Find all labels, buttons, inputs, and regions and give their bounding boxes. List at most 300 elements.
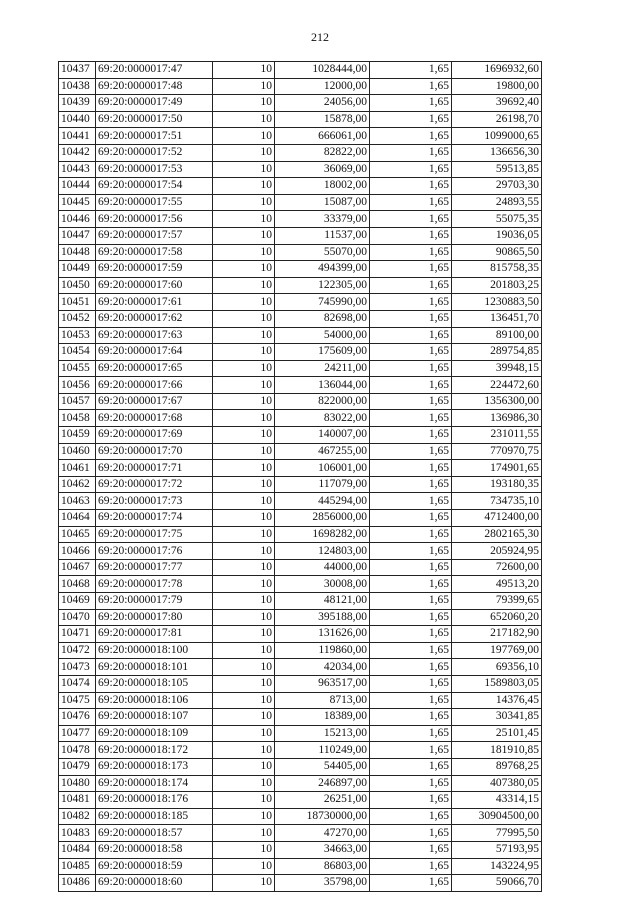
- area-cell: 48121,00: [275, 593, 370, 610]
- row-number-cell: 10461: [59, 460, 96, 477]
- row-number-cell: 10437: [59, 62, 96, 79]
- table-row: [59, 393, 542, 410]
- area-cell: 55070,00: [275, 244, 370, 261]
- cadastral-number-cell: 69:20:0000017:48: [96, 78, 213, 95]
- area-cell: 119860,00: [275, 642, 370, 659]
- value-cell: 770970,75: [452, 443, 542, 460]
- coefficient-cell: 1,65: [370, 725, 452, 742]
- coefficient-cell: 1,65: [370, 277, 452, 294]
- area-cell: 86803,00: [275, 858, 370, 875]
- rate-cell: 10: [213, 576, 275, 593]
- cadastral-number-cell: 69:20:0000018:106: [96, 692, 213, 709]
- table-row: [59, 377, 542, 394]
- coefficient-cell: 1,65: [370, 792, 452, 809]
- coefficient-cell: 1,65: [370, 742, 452, 759]
- table-row: [59, 858, 542, 875]
- area-cell: 35798,00: [275, 875, 370, 892]
- value-cell: 69356,10: [452, 659, 542, 676]
- cadastral-number-cell: 69:20:0000017:52: [96, 144, 213, 161]
- cadastral-number-cell: 69:20:0000017:56: [96, 211, 213, 228]
- coefficient-cell: 1,65: [370, 659, 452, 676]
- cadastral-number-cell: 69:20:0000017:70: [96, 443, 213, 460]
- value-cell: 19036,05: [452, 227, 542, 244]
- rate-cell: 10: [213, 626, 275, 643]
- cadastral-number-cell: 69:20:0000017:60: [96, 277, 213, 294]
- rate-cell: 10: [213, 742, 275, 759]
- rate-cell: 10: [213, 310, 275, 327]
- value-cell: 1230883,50: [452, 294, 542, 311]
- rate-cell: 10: [213, 825, 275, 842]
- cadastral-number-cell: 69:20:0000017:77: [96, 559, 213, 576]
- rate-cell: 10: [213, 543, 275, 560]
- cadastral-number-cell: 69:20:0000017:58: [96, 244, 213, 261]
- rate-cell: 10: [213, 476, 275, 493]
- row-number-cell: 10470: [59, 609, 96, 626]
- row-number-cell: 10484: [59, 841, 96, 858]
- area-cell: 8713,00: [275, 692, 370, 709]
- rate-cell: 10: [213, 128, 275, 145]
- table-row: [59, 211, 542, 228]
- rate-cell: 10: [213, 709, 275, 726]
- cadastral-number-cell: 69:20:0000018:60: [96, 875, 213, 892]
- table-row: [59, 758, 542, 775]
- table-row: [59, 709, 542, 726]
- row-number-cell: 10452: [59, 310, 96, 327]
- row-number-cell: 10486: [59, 875, 96, 892]
- coefficient-cell: 1,65: [370, 244, 452, 261]
- value-cell: 205924,95: [452, 543, 542, 560]
- row-number-cell: 10465: [59, 526, 96, 543]
- rate-cell: 10: [213, 758, 275, 775]
- cadastral-number-cell: 69:20:0000017:51: [96, 128, 213, 145]
- row-number-cell: 10441: [59, 128, 96, 145]
- area-cell: 822000,00: [275, 393, 370, 410]
- rate-cell: 10: [213, 327, 275, 344]
- value-cell: 57193,95: [452, 841, 542, 858]
- rate-cell: 10: [213, 344, 275, 361]
- area-cell: 136044,00: [275, 377, 370, 394]
- value-cell: 72600,00: [452, 559, 542, 576]
- coefficient-cell: 1,65: [370, 808, 452, 825]
- table-row: [59, 344, 542, 361]
- coefficient-cell: 1,65: [370, 161, 452, 178]
- rate-cell: 10: [213, 775, 275, 792]
- value-cell: 652060,20: [452, 609, 542, 626]
- value-cell: 734735,10: [452, 493, 542, 510]
- cadastral-number-cell: 69:20:0000017:73: [96, 493, 213, 510]
- coefficient-cell: 1,65: [370, 261, 452, 278]
- cadastral-number-cell: 69:20:0000017:75: [96, 526, 213, 543]
- rate-cell: 10: [213, 642, 275, 659]
- row-number-cell: 10462: [59, 476, 96, 493]
- area-cell: 24211,00: [275, 360, 370, 377]
- value-cell: 24893,55: [452, 194, 542, 211]
- area-cell: 15213,00: [275, 725, 370, 742]
- cadastral-number-cell: 69:20:0000018:172: [96, 742, 213, 759]
- coefficient-cell: 1,65: [370, 178, 452, 195]
- cadastral-number-cell: 69:20:0000017:67: [96, 393, 213, 410]
- area-cell: 18730000,00: [275, 808, 370, 825]
- rate-cell: 10: [213, 261, 275, 278]
- area-cell: 42034,00: [275, 659, 370, 676]
- value-cell: 2802165,30: [452, 526, 542, 543]
- rate-cell: 10: [213, 510, 275, 527]
- rate-cell: 10: [213, 393, 275, 410]
- value-cell: 30904500,00: [452, 808, 542, 825]
- coefficient-cell: 1,65: [370, 709, 452, 726]
- row-number-cell: 10481: [59, 792, 96, 809]
- cadastral-number-cell: 69:20:0000017:55: [96, 194, 213, 211]
- table-row: [59, 692, 542, 709]
- coefficient-cell: 1,65: [370, 294, 452, 311]
- rate-cell: 10: [213, 377, 275, 394]
- row-number-cell: 10474: [59, 675, 96, 692]
- rate-cell: 10: [213, 194, 275, 211]
- table-row: [59, 111, 542, 128]
- coefficient-cell: 1,65: [370, 194, 452, 211]
- cadastral-number-cell: 69:20:0000018:57: [96, 825, 213, 842]
- row-number-cell: 10469: [59, 593, 96, 610]
- area-cell: 494399,00: [275, 261, 370, 278]
- area-cell: 745990,00: [275, 294, 370, 311]
- cadastral-number-cell: 69:20:0000017:79: [96, 593, 213, 610]
- cadastral-number-cell: 69:20:0000017:65: [96, 360, 213, 377]
- coefficient-cell: 1,65: [370, 128, 452, 145]
- row-number-cell: 10453: [59, 327, 96, 344]
- table-row: [59, 841, 542, 858]
- value-cell: 201803,25: [452, 277, 542, 294]
- rate-cell: 10: [213, 62, 275, 79]
- row-number-cell: 10468: [59, 576, 96, 593]
- value-cell: 4712400,00: [452, 510, 542, 527]
- cadastral-number-cell: 69:20:0000017:80: [96, 609, 213, 626]
- value-cell: 136986,30: [452, 410, 542, 427]
- table-row: [59, 476, 542, 493]
- coefficient-cell: 1,65: [370, 111, 452, 128]
- area-cell: 83022,00: [275, 410, 370, 427]
- coefficient-cell: 1,65: [370, 626, 452, 643]
- value-cell: 26198,70: [452, 111, 542, 128]
- area-cell: 33379,00: [275, 211, 370, 228]
- cadastral-number-cell: 69:20:0000018:176: [96, 792, 213, 809]
- area-cell: 117079,00: [275, 476, 370, 493]
- coefficient-cell: 1,65: [370, 692, 452, 709]
- row-number-cell: 10450: [59, 277, 96, 294]
- table-row: [59, 775, 542, 792]
- value-cell: 136451,70: [452, 310, 542, 327]
- rate-cell: 10: [213, 410, 275, 427]
- table-row: [59, 161, 542, 178]
- value-cell: 14376,45: [452, 692, 542, 709]
- table-row: [59, 261, 542, 278]
- value-cell: 1099000,65: [452, 128, 542, 145]
- area-cell: 140007,00: [275, 427, 370, 444]
- rate-cell: 10: [213, 161, 275, 178]
- table-row: [59, 659, 542, 676]
- area-cell: 82822,00: [275, 144, 370, 161]
- value-cell: 77995,50: [452, 825, 542, 842]
- table-row: [59, 95, 542, 112]
- row-number-cell: 10460: [59, 443, 96, 460]
- area-cell: 395188,00: [275, 609, 370, 626]
- coefficient-cell: 1,65: [370, 460, 452, 477]
- value-cell: 55075,35: [452, 211, 542, 228]
- value-cell: 59066,70: [452, 875, 542, 892]
- table-row: [59, 593, 542, 610]
- value-cell: 29703,30: [452, 178, 542, 195]
- area-cell: 44000,00: [275, 559, 370, 576]
- row-number-cell: 10479: [59, 758, 96, 775]
- coefficient-cell: 1,65: [370, 858, 452, 875]
- row-number-cell: 10476: [59, 709, 96, 726]
- row-number-cell: 10443: [59, 161, 96, 178]
- value-cell: 181910,85: [452, 742, 542, 759]
- rate-cell: 10: [213, 659, 275, 676]
- table-row: [59, 609, 542, 626]
- rate-cell: 10: [213, 211, 275, 228]
- value-cell: 224472,60: [452, 377, 542, 394]
- coefficient-cell: 1,65: [370, 576, 452, 593]
- area-cell: 467255,00: [275, 443, 370, 460]
- table-row: [59, 725, 542, 742]
- rate-cell: 10: [213, 460, 275, 477]
- coefficient-cell: 1,65: [370, 427, 452, 444]
- coefficient-cell: 1,65: [370, 875, 452, 892]
- cadastral-number-cell: 69:20:0000017:47: [96, 62, 213, 79]
- table-row: [59, 128, 542, 145]
- rate-cell: 10: [213, 95, 275, 112]
- value-cell: 49513,20: [452, 576, 542, 593]
- rate-cell: 10: [213, 277, 275, 294]
- value-cell: 30341,85: [452, 709, 542, 726]
- coefficient-cell: 1,65: [370, 377, 452, 394]
- value-cell: 289754,85: [452, 344, 542, 361]
- rate-cell: 10: [213, 858, 275, 875]
- area-cell: 36069,00: [275, 161, 370, 178]
- table-row: [59, 294, 542, 311]
- table-row: [59, 144, 542, 161]
- area-cell: 131626,00: [275, 626, 370, 643]
- cadastral-number-cell: 69:20:0000018:100: [96, 642, 213, 659]
- rate-cell: 10: [213, 792, 275, 809]
- value-cell: 79399,65: [452, 593, 542, 610]
- coefficient-cell: 1,65: [370, 526, 452, 543]
- value-cell: 136656,30: [452, 144, 542, 161]
- row-number-cell: 10467: [59, 559, 96, 576]
- area-cell: 24056,00: [275, 95, 370, 112]
- value-cell: 25101,45: [452, 725, 542, 742]
- cadastral-number-cell: 69:20:0000017:61: [96, 294, 213, 311]
- area-cell: 124803,00: [275, 543, 370, 560]
- row-number-cell: 10482: [59, 808, 96, 825]
- cadastral-number-cell: 69:20:0000018:107: [96, 709, 213, 726]
- table-row: [59, 742, 542, 759]
- row-number-cell: 10438: [59, 78, 96, 95]
- cadastral-value-table: [58, 61, 542, 892]
- row-number-cell: 10449: [59, 261, 96, 278]
- rate-cell: 10: [213, 360, 275, 377]
- rate-cell: 10: [213, 808, 275, 825]
- row-number-cell: 10471: [59, 626, 96, 643]
- area-cell: 18389,00: [275, 709, 370, 726]
- table-row: [59, 194, 542, 211]
- cadastral-number-cell: 69:20:0000017:57: [96, 227, 213, 244]
- area-cell: 34663,00: [275, 841, 370, 858]
- cadastral-number-cell: 69:20:0000017:53: [96, 161, 213, 178]
- table-row: [59, 493, 542, 510]
- rate-cell: 10: [213, 675, 275, 692]
- coefficient-cell: 1,65: [370, 593, 452, 610]
- area-cell: 12000,00: [275, 78, 370, 95]
- table-row: [59, 310, 542, 327]
- table-row: [59, 443, 542, 460]
- coefficient-cell: 1,65: [370, 758, 452, 775]
- row-number-cell: 10446: [59, 211, 96, 228]
- rate-cell: 10: [213, 725, 275, 742]
- row-number-cell: 10463: [59, 493, 96, 510]
- value-cell: 815758,35: [452, 261, 542, 278]
- table-row: [59, 626, 542, 643]
- table-row: [59, 327, 542, 344]
- table-row: [59, 543, 542, 560]
- coefficient-cell: 1,65: [370, 510, 452, 527]
- table-row: [59, 62, 542, 79]
- value-cell: 39948,15: [452, 360, 542, 377]
- area-cell: 54405,00: [275, 758, 370, 775]
- cadastral-number-cell: 69:20:0000018:105: [96, 675, 213, 692]
- row-number-cell: 10478: [59, 742, 96, 759]
- rate-cell: 10: [213, 443, 275, 460]
- table-row: [59, 277, 542, 294]
- row-number-cell: 10451: [59, 294, 96, 311]
- row-number-cell: 10480: [59, 775, 96, 792]
- row-number-cell: 10445: [59, 194, 96, 211]
- rate-cell: 10: [213, 559, 275, 576]
- coefficient-cell: 1,65: [370, 211, 452, 228]
- value-cell: 90865,50: [452, 244, 542, 261]
- rate-cell: 10: [213, 875, 275, 892]
- rate-cell: 10: [213, 244, 275, 261]
- rate-cell: 10: [213, 609, 275, 626]
- cadastral-number-cell: 69:20:0000017:72: [96, 476, 213, 493]
- row-number-cell: 10440: [59, 111, 96, 128]
- row-number-cell: 10472: [59, 642, 96, 659]
- value-cell: 19800,00: [452, 78, 542, 95]
- rate-cell: 10: [213, 144, 275, 161]
- area-cell: 963517,00: [275, 675, 370, 692]
- table-row: [59, 427, 542, 444]
- value-cell: 217182,90: [452, 626, 542, 643]
- row-number-cell: 10457: [59, 393, 96, 410]
- coefficient-cell: 1,65: [370, 310, 452, 327]
- cadastral-number-cell: 69:20:0000017:66: [96, 377, 213, 394]
- coefficient-cell: 1,65: [370, 675, 452, 692]
- row-number-cell: 10464: [59, 510, 96, 527]
- coefficient-cell: 1,65: [370, 775, 452, 792]
- rate-cell: 10: [213, 294, 275, 311]
- row-number-cell: 10442: [59, 144, 96, 161]
- row-number-cell: 10447: [59, 227, 96, 244]
- coefficient-cell: 1,65: [370, 493, 452, 510]
- cadastral-number-cell: 69:20:0000017:69: [96, 427, 213, 444]
- table-body: [59, 62, 542, 892]
- value-cell: 1356300,00: [452, 393, 542, 410]
- cadastral-number-cell: 69:20:0000017:68: [96, 410, 213, 427]
- value-cell: 43314,15: [452, 792, 542, 809]
- coefficient-cell: 1,65: [370, 393, 452, 410]
- cadastral-number-cell: 69:20:0000017:76: [96, 543, 213, 560]
- page-number: 212: [311, 30, 329, 44]
- cadastral-number-cell: 69:20:0000017:81: [96, 626, 213, 643]
- area-cell: 122305,00: [275, 277, 370, 294]
- table-row: [59, 808, 542, 825]
- coefficient-cell: 1,65: [370, 559, 452, 576]
- cadastral-number-cell: 69:20:0000018:174: [96, 775, 213, 792]
- value-cell: 89768,25: [452, 758, 542, 775]
- table-row: [59, 792, 542, 809]
- table-row: [59, 675, 542, 692]
- cadastral-number-cell: 69:20:0000018:109: [96, 725, 213, 742]
- area-cell: 2856000,00: [275, 510, 370, 527]
- row-number-cell: 10466: [59, 543, 96, 560]
- coefficient-cell: 1,65: [370, 443, 452, 460]
- table-row: [59, 244, 542, 261]
- row-number-cell: 10439: [59, 95, 96, 112]
- value-cell: 193180,35: [452, 476, 542, 493]
- row-number-cell: 10459: [59, 427, 96, 444]
- area-cell: 1698282,00: [275, 526, 370, 543]
- rate-cell: 10: [213, 227, 275, 244]
- area-cell: 106001,00: [275, 460, 370, 477]
- value-cell: 231011,55: [452, 427, 542, 444]
- value-cell: 1589803,05: [452, 675, 542, 692]
- row-number-cell: 10475: [59, 692, 96, 709]
- rate-cell: 10: [213, 178, 275, 195]
- coefficient-cell: 1,65: [370, 825, 452, 842]
- cadastral-number-cell: 69:20:0000018:185: [96, 808, 213, 825]
- cadastral-number-cell: 69:20:0000018:59: [96, 858, 213, 875]
- coefficient-cell: 1,65: [370, 95, 452, 112]
- area-cell: 666061,00: [275, 128, 370, 145]
- coefficient-cell: 1,65: [370, 410, 452, 427]
- table-row: [59, 510, 542, 527]
- cadastral-number-cell: 69:20:0000017:71: [96, 460, 213, 477]
- coefficient-cell: 1,65: [370, 327, 452, 344]
- area-cell: 47270,00: [275, 825, 370, 842]
- cadastral-number-cell: 69:20:0000017:74: [96, 510, 213, 527]
- rate-cell: 10: [213, 526, 275, 543]
- coefficient-cell: 1,65: [370, 78, 452, 95]
- table-row: [59, 576, 542, 593]
- cadastral-number-cell: 69:20:0000017:64: [96, 344, 213, 361]
- row-number-cell: 10454: [59, 344, 96, 361]
- cadastral-number-cell: 69:20:0000018:58: [96, 841, 213, 858]
- row-number-cell: 10458: [59, 410, 96, 427]
- area-cell: 246897,00: [275, 775, 370, 792]
- rate-cell: 10: [213, 111, 275, 128]
- row-number-cell: 10483: [59, 825, 96, 842]
- value-cell: 1696932,60: [452, 62, 542, 79]
- coefficient-cell: 1,65: [370, 227, 452, 244]
- area-cell: 11537,00: [275, 227, 370, 244]
- coefficient-cell: 1,65: [370, 344, 452, 361]
- rate-cell: 10: [213, 692, 275, 709]
- table-row: [59, 460, 542, 477]
- area-cell: 54000,00: [275, 327, 370, 344]
- cadastral-number-cell: 69:20:0000017:78: [96, 576, 213, 593]
- rate-cell: 10: [213, 493, 275, 510]
- row-number-cell: 10444: [59, 178, 96, 195]
